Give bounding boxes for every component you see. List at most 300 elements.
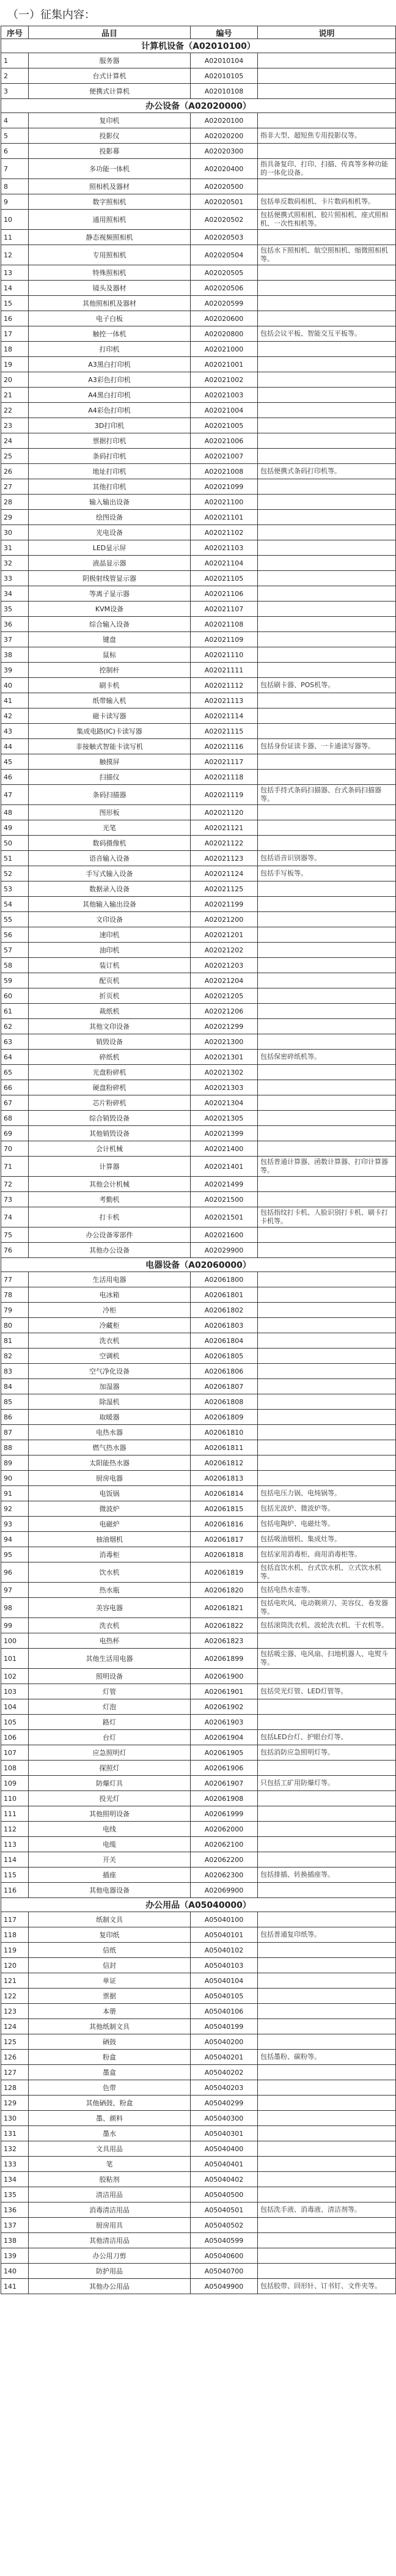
row-index: 49 [1, 820, 29, 836]
row-note [258, 388, 396, 403]
row-note: 包括刷卡器、POS机等。 [258, 678, 396, 693]
row-item: 计算器 [29, 1157, 191, 1177]
row-item: 电热水器 [29, 1425, 191, 1440]
row-note [258, 1699, 396, 1715]
row-index: 40 [1, 678, 29, 693]
row-note [258, 586, 396, 602]
row-item: 其他照明设备 [29, 1806, 191, 1822]
row-note [258, 2096, 396, 2111]
row-item: 本册 [29, 2004, 191, 2019]
row-note [258, 1141, 396, 1157]
row-index: 136 [1, 2202, 29, 2218]
row-code: A05040501 [191, 2202, 258, 2218]
table-row [1, 1973, 396, 1989]
table-row [1, 495, 396, 510]
row-index: 91 [1, 1486, 29, 1501]
row-note [258, 2065, 396, 2080]
row-index: 104 [1, 1699, 29, 1715]
row-index: 118 [1, 1927, 29, 1943]
row-index: 88 [1, 1440, 29, 1455]
row-code: A02061814 [191, 1486, 258, 1501]
row-index: 122 [1, 1989, 29, 2004]
row-code: A05040301 [191, 2126, 258, 2141]
row-index: 65 [1, 1065, 29, 1080]
table-row [1, 1532, 396, 1547]
row-index: 119 [1, 1943, 29, 1958]
row-index: 92 [1, 1501, 29, 1517]
table-row [1, 1989, 396, 2004]
row-index: 121 [1, 1973, 29, 1989]
row-index: 12 [1, 245, 29, 265]
row-item: 笔 [29, 2157, 191, 2172]
table-row [1, 805, 396, 820]
row-item: 台式计算机 [29, 68, 191, 84]
table-row [1, 708, 396, 724]
row-item: 地址打印机 [29, 464, 191, 479]
row-note [258, 1080, 396, 1095]
row-index: 70 [1, 1141, 29, 1157]
table-row [1, 1852, 396, 1868]
row-item: 专用照相机 [29, 245, 191, 265]
table-row [1, 739, 396, 754]
row-item: 折页机 [29, 988, 191, 1004]
row-index: 10 [1, 210, 29, 230]
row-index: 102 [1, 1669, 29, 1684]
table-row [1, 2218, 396, 2233]
row-index: 124 [1, 2019, 29, 2034]
row-item: 条码扫描器 [29, 785, 191, 805]
row-index: 56 [1, 927, 29, 943]
row-code: A05040299 [191, 2096, 258, 2111]
row-code: A02021119 [191, 785, 258, 805]
row-code: A02061811 [191, 1440, 258, 1455]
row-index: 81 [1, 1333, 29, 1349]
row-item: 厨房电器 [29, 1471, 191, 1486]
row-index: 60 [1, 988, 29, 1004]
row-code: A05040102 [191, 1943, 258, 1958]
row-note [258, 943, 396, 958]
table-row [1, 372, 396, 388]
section-row [1, 1898, 396, 1912]
row-item: 路灯 [29, 1715, 191, 1730]
table-row [1, 2187, 396, 2202]
row-note [258, 1349, 396, 1364]
row-item: 加湿器 [29, 1379, 191, 1394]
row-item: 票据 [29, 1989, 191, 2004]
row-item: 文印设备 [29, 912, 191, 927]
row-code: A02021305 [191, 1111, 258, 1126]
row-code: A02021118 [191, 770, 258, 785]
table-row [1, 2004, 396, 2019]
row-item: 电冰箱 [29, 1287, 191, 1303]
table-row [1, 1669, 396, 1684]
table-row [1, 770, 396, 785]
table-row [1, 1633, 396, 1649]
row-note [258, 1065, 396, 1080]
row-index: 129 [1, 2096, 29, 2111]
row-note [258, 617, 396, 632]
row-index: 105 [1, 1715, 29, 1730]
row-index: 112 [1, 1822, 29, 1837]
row-note [258, 2111, 396, 2126]
row-note [258, 1989, 396, 2004]
row-index: 71 [1, 1157, 29, 1177]
row-item: 电饭锅 [29, 1486, 191, 1501]
row-index: 135 [1, 2187, 29, 2202]
row-item: 热水瓶 [29, 1583, 191, 1598]
row-code: A05040402 [191, 2172, 258, 2187]
row-note [258, 433, 396, 449]
table-row [1, 1776, 396, 1791]
table-row [1, 433, 396, 449]
table-row [1, 113, 396, 128]
row-item: 硒鼓 [29, 2034, 191, 2050]
row-item: 防爆灯具 [29, 1776, 191, 1791]
row-note [258, 1455, 396, 1471]
row-code: A02021121 [191, 820, 258, 836]
row-note [258, 693, 396, 708]
row-note [258, 2004, 396, 2019]
row-item: A3彩色打印机 [29, 372, 191, 388]
row-item: 便携式计算机 [29, 84, 191, 99]
row-index: 29 [1, 510, 29, 525]
row-index: 64 [1, 1050, 29, 1065]
row-index: 15 [1, 296, 29, 311]
row-index: 86 [1, 1410, 29, 1425]
table-row [1, 1379, 396, 1394]
row-item: 光笔 [29, 820, 191, 836]
row-index: 31 [1, 540, 29, 556]
row-index: 133 [1, 2157, 29, 2172]
row-code: A02061804 [191, 1333, 258, 1349]
row-index: 141 [1, 2279, 29, 2294]
row-item: 其他生活用电器 [29, 1649, 191, 1669]
table-row [1, 1333, 396, 1349]
row-code: A05040105 [191, 1989, 258, 2004]
table-row [1, 245, 396, 265]
row-note [258, 1410, 396, 1425]
row-note [258, 770, 396, 785]
table-row [1, 53, 396, 68]
row-note [258, 1912, 396, 1927]
table-row [1, 866, 396, 881]
row-item: 投光灯 [29, 1791, 191, 1806]
table-row [1, 1364, 396, 1379]
row-note: 包括洗手液、消毒液、清洁剂等。 [258, 2202, 396, 2218]
row-code: A05040101 [191, 1927, 258, 1943]
row-item: 考勤机 [29, 1192, 191, 1207]
row-code: A02029900 [191, 1243, 258, 1258]
row-item: 复印纸 [29, 1927, 191, 1943]
row-code: A02021112 [191, 678, 258, 693]
row-code: A02020100 [191, 113, 258, 128]
row-item: 数据录入设备 [29, 881, 191, 897]
row-index: 19 [1, 357, 29, 372]
row-note [258, 2264, 396, 2279]
table-row [1, 2264, 396, 2279]
row-note [258, 1471, 396, 1486]
row-index: 3 [1, 84, 29, 99]
row-note [258, 1379, 396, 1394]
row-index: 14 [1, 281, 29, 296]
row-note [258, 495, 396, 510]
row-index: 90 [1, 1471, 29, 1486]
row-index: 54 [1, 897, 29, 912]
row-index: 23 [1, 418, 29, 433]
row-note [258, 281, 396, 296]
row-note [258, 1837, 396, 1852]
table-row [1, 1303, 396, 1318]
table-row [1, 2172, 396, 2187]
table-row [1, 958, 396, 973]
row-item: 单证 [29, 1973, 191, 1989]
row-code: A02061907 [191, 1776, 258, 1791]
row-index: 67 [1, 1095, 29, 1111]
row-note [258, 1791, 396, 1806]
table-row [1, 1272, 396, 1287]
row-note [258, 1095, 396, 1111]
table-row [1, 1471, 396, 1486]
row-code: A02021304 [191, 1095, 258, 1111]
table-row [1, 1050, 396, 1065]
row-note: 包括保密碎纸机等。 [258, 1050, 396, 1065]
row-index: 32 [1, 556, 29, 571]
row-code: A02020200 [191, 128, 258, 144]
row-note [258, 1943, 396, 1958]
row-item: 其他纸制文具 [29, 2019, 191, 2034]
row-code: A02021106 [191, 586, 258, 602]
row-index: 95 [1, 1547, 29, 1562]
table-row [1, 2065, 396, 2080]
table-row [1, 326, 396, 342]
row-note: 包括荧光灯管、LED灯管等。 [258, 1684, 396, 1699]
row-item: 生活用电器 [29, 1272, 191, 1287]
row-note [258, 357, 396, 372]
row-code: A02061801 [191, 1287, 258, 1303]
row-index: 111 [1, 1806, 29, 1822]
table-row [1, 881, 396, 897]
row-code: A05040500 [191, 2187, 258, 2202]
row-note [258, 1806, 396, 1822]
row-item: 其他打印机 [29, 479, 191, 495]
row-note [258, 1364, 396, 1379]
row-item: A4黑白打印机 [29, 388, 191, 403]
row-index: 103 [1, 1684, 29, 1699]
table-row [1, 1004, 396, 1019]
table-row [1, 678, 396, 693]
row-index: 137 [1, 2218, 29, 2233]
row-note [258, 68, 396, 84]
row-code: A02061901 [191, 1684, 258, 1699]
row-item: 等离子显示器 [29, 586, 191, 602]
row-item: 其他硒鼓、粉盒 [29, 2096, 191, 2111]
row-code: A05040104 [191, 1973, 258, 1989]
row-code: A02061810 [191, 1425, 258, 1440]
row-index: 98 [1, 1598, 29, 1618]
table-row [1, 510, 396, 525]
row-code: A02021105 [191, 571, 258, 586]
row-note [258, 372, 396, 388]
row-code: A02061815 [191, 1501, 258, 1517]
row-code: A02010105 [191, 68, 258, 84]
row-code: A02021100 [191, 495, 258, 510]
row-note [258, 1440, 396, 1455]
row-code: A02020800 [191, 326, 258, 342]
row-index: 6 [1, 144, 29, 159]
row-note [258, 897, 396, 912]
row-note [258, 2233, 396, 2248]
row-item: 刷卡机 [29, 678, 191, 693]
row-code: A02061803 [191, 1318, 258, 1333]
row-item: 裁纸机 [29, 1004, 191, 1019]
table-row [1, 1455, 396, 1471]
row-index: 26 [1, 464, 29, 479]
row-item: 油印机 [29, 943, 191, 958]
row-note [258, 1019, 396, 1034]
row-code: A05040400 [191, 2141, 258, 2157]
row-item: 胶粘剂 [29, 2172, 191, 2187]
table-row [1, 1822, 396, 1837]
row-index: 76 [1, 1243, 29, 1258]
row-code: A02021103 [191, 540, 258, 556]
table-row [1, 449, 396, 464]
row-item: 特殊照相机 [29, 265, 191, 281]
row-note [258, 510, 396, 525]
row-index: 30 [1, 525, 29, 540]
row-code: A02010108 [191, 84, 258, 99]
row-code: A02062300 [191, 1868, 258, 1883]
row-index: 68 [1, 1111, 29, 1126]
row-code: A05040401 [191, 2157, 258, 2172]
row-item: 空调机 [29, 1349, 191, 1364]
row-code: A02062200 [191, 1852, 258, 1868]
row-item: 镜头及器材 [29, 281, 191, 296]
row-code: A02061999 [191, 1806, 258, 1822]
row-item: 装订机 [29, 958, 191, 973]
row-index: 11 [1, 230, 29, 245]
row-item: 其他办公设备 [29, 1243, 191, 1258]
row-item: 键盘 [29, 632, 191, 647]
row-item: 粉盒 [29, 2050, 191, 2065]
row-note: 包括吸油烟机、集成灶等。 [258, 1532, 396, 1547]
row-note: 包括家用消毒柜、商用消毒柜等。 [258, 1547, 396, 1562]
row-item: 光电设备 [29, 525, 191, 540]
row-code: A02021107 [191, 602, 258, 617]
table-row [1, 1618, 396, 1633]
row-index: 25 [1, 449, 29, 464]
row-note: 包括会议平板、智能交互平板等。 [258, 326, 396, 342]
row-item: 配页机 [29, 973, 191, 988]
table-row [1, 464, 396, 479]
row-note: 包括消防应急照明灯等。 [258, 1745, 396, 1761]
row-index: 139 [1, 2248, 29, 2264]
section-row [1, 39, 396, 53]
row-note [258, 1287, 396, 1303]
table-row [1, 785, 396, 805]
row-index: 16 [1, 311, 29, 326]
row-item: 综合输入设备 [29, 617, 191, 632]
table-row [1, 1912, 396, 1927]
row-index: 85 [1, 1394, 29, 1410]
row-note [258, 912, 396, 927]
table-row [1, 311, 396, 326]
row-code: A02061905 [191, 1745, 258, 1761]
row-code: A02020500 [191, 179, 258, 194]
row-index: 59 [1, 973, 29, 988]
table-row [1, 194, 396, 210]
row-code: A02021007 [191, 449, 258, 464]
row-index: 33 [1, 571, 29, 586]
row-item: 信封 [29, 1958, 191, 1973]
row-code: A02021499 [191, 1177, 258, 1192]
row-item: 控制杆 [29, 663, 191, 678]
table-row [1, 540, 396, 556]
row-code: A02061806 [191, 1364, 258, 1379]
page-title: （一）征集内容： [7, 9, 95, 21]
row-code: A02021003 [191, 388, 258, 403]
table-row [1, 724, 396, 739]
row-code: A02021204 [191, 973, 258, 988]
row-note [258, 540, 396, 556]
row-item: 电热杯 [29, 1633, 191, 1649]
table-body [1, 39, 396, 2294]
row-item: LED显示屏 [29, 540, 191, 556]
row-index: 125 [1, 2034, 29, 2050]
table-row [1, 1562, 396, 1583]
row-note [258, 449, 396, 464]
row-item: 服务器 [29, 53, 191, 68]
row-index: 20 [1, 372, 29, 388]
row-item: 其他办公用品 [29, 2279, 191, 2294]
row-item: 照明设备 [29, 1669, 191, 1684]
table-row [1, 525, 396, 540]
table-row [1, 1868, 396, 1883]
table-row [1, 1440, 396, 1455]
row-note [258, 1034, 396, 1050]
row-index: 138 [1, 2233, 29, 2248]
row-code: A02020502 [191, 210, 258, 230]
table-header-row [1, 26, 396, 39]
row-item: 墨盒 [29, 2065, 191, 2080]
row-note [258, 927, 396, 943]
row-code: A02061813 [191, 1471, 258, 1486]
row-item: 厨房用具 [29, 2218, 191, 2233]
row-code: A02061818 [191, 1547, 258, 1562]
row-index: 45 [1, 754, 29, 770]
row-note: 包括电陶炉、电磁灶等。 [258, 1517, 396, 1532]
row-item: 冷柜 [29, 1303, 191, 1318]
row-note [258, 1822, 396, 1837]
row-item: 数码摄像机 [29, 836, 191, 851]
table-row [1, 1806, 396, 1822]
row-note [258, 1761, 396, 1776]
table-row [1, 927, 396, 943]
row-index: 7 [1, 159, 29, 179]
row-code: A02021114 [191, 708, 258, 724]
row-code: A05040200 [191, 2034, 258, 2050]
row-item: 芯片粉碎机 [29, 1095, 191, 1111]
row-item: 清洁用品 [29, 2187, 191, 2202]
table-row [1, 1349, 396, 1364]
table-row [1, 1095, 396, 1111]
row-index: 69 [1, 1126, 29, 1141]
row-index: 87 [1, 1425, 29, 1440]
row-index: 58 [1, 958, 29, 973]
table-row [1, 1730, 396, 1745]
row-note: 包括语音识别器等。 [258, 851, 396, 866]
row-code: A02021002 [191, 372, 258, 388]
row-note: 包括墨粉、碳粉等。 [258, 2050, 396, 2065]
